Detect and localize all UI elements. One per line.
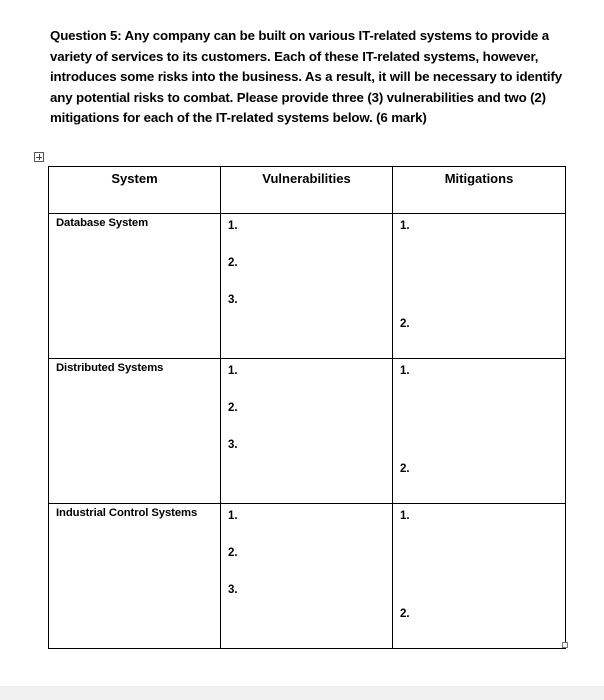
question-text: Question 5: Any company can be built on various IT-related systems to provide a variety of services to its customers. Each of these IT-related systems, however, introduces some risks into the business. As a result, it will be necessary to identify any potential risks to combat. Please provide three (3) vulnerabilities and two (2) mitigations for each of the IT-related systems below. (6 mark) xyxy=(50,28,562,125)
system-label: Database System xyxy=(56,217,149,229)
vulnerability-number: 2. xyxy=(228,547,238,559)
mitigation-number: 1. xyxy=(400,220,410,232)
system-label: Distributed Systems xyxy=(56,362,164,374)
header-system: System xyxy=(49,167,221,214)
vulnerability-number: 2. xyxy=(228,257,238,269)
mitigation-number: 1. xyxy=(400,365,410,377)
system-cell[interactable] xyxy=(49,214,221,359)
system-label: Industrial Control Systems xyxy=(56,507,198,519)
vulnerability-number: 1. xyxy=(228,365,238,377)
mitigation-number: 1. xyxy=(400,510,410,522)
table-row xyxy=(49,359,566,504)
system-cell[interactable] xyxy=(49,504,221,649)
table-row xyxy=(49,214,566,359)
mitigation-number: 2. xyxy=(400,463,410,475)
mitigation-number: 2. xyxy=(400,318,410,330)
table-move-handle-icon[interactable] xyxy=(34,152,44,162)
mitigation-number: 2. xyxy=(400,608,410,620)
vulnerability-number: 3. xyxy=(228,294,238,306)
vulnerability-number: 2. xyxy=(228,402,238,414)
vulnerability-number: 1. xyxy=(228,220,238,232)
vulnerabilities-cell[interactable] xyxy=(221,214,393,359)
mitigations-cell[interactable] xyxy=(393,359,566,504)
vulnerabilities-cell[interactable] xyxy=(221,504,393,649)
vulnerability-number: 3. xyxy=(228,584,238,596)
system-cell[interactable] xyxy=(49,359,221,504)
table-resize-handle-icon[interactable] xyxy=(562,642,568,648)
table-row xyxy=(49,504,566,649)
mitigations-cell[interactable] xyxy=(393,504,566,649)
header-mitigations: Mitigations xyxy=(393,167,566,214)
header-vulnerabilities: Vulnerabilities xyxy=(221,167,393,214)
vulnerability-number: 1. xyxy=(228,510,238,522)
page-bottom-margin xyxy=(0,686,604,700)
answer-table xyxy=(48,166,566,649)
table-header-row xyxy=(49,167,566,214)
vulnerabilities-cell[interactable] xyxy=(221,359,393,504)
mitigations-cell[interactable] xyxy=(393,214,566,359)
vulnerability-number: 3. xyxy=(228,439,238,451)
